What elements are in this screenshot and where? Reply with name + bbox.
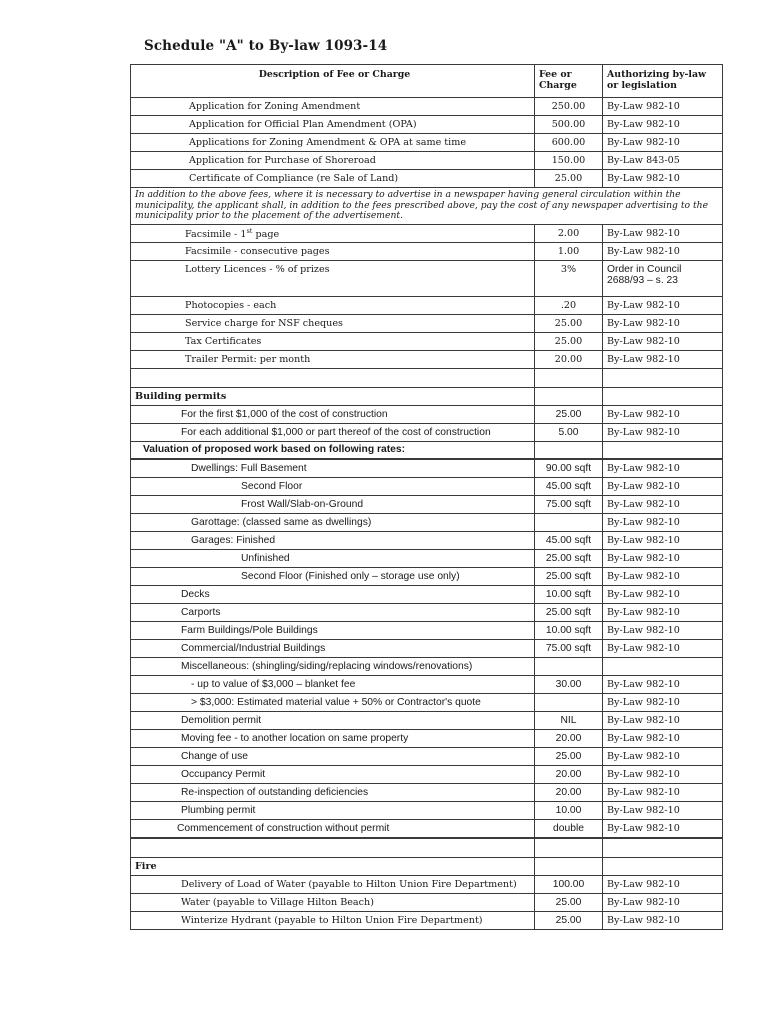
row-fee: 30.00 [535,676,603,694]
row-fee: 20.00 [535,784,603,802]
table-row [131,568,723,586]
table-row [131,314,723,332]
row-authority: By-Law 982-10 [603,332,723,350]
section-row [131,858,723,876]
row-fee: 25.00 [535,332,603,350]
row-fee: 150.00 [535,152,603,170]
row-fee: 2.00 [535,224,603,242]
row-fee: 25.00 [535,314,603,332]
table-row [131,640,723,658]
row-authority: By-Law 982-10 [603,170,723,188]
fire-table [130,838,723,930]
row-authority: By-Law 982-10 [603,802,723,820]
spacer-cell [535,387,603,405]
row-description: Decks [131,586,535,604]
row-description-tail: page [252,229,280,241]
table-row [131,350,723,368]
table-row [131,622,723,640]
row-authority: By-Law 982-10 [603,242,723,260]
row-authority: By-Law 982-10 [603,586,723,604]
row-description: Application for Zoning Amendment [131,98,535,116]
row-fee [535,694,603,712]
table-row [131,332,723,350]
header-authority [603,65,723,98]
table-row [131,712,723,730]
table-row [131,802,723,820]
row-authority: By-Law 982-10 [603,98,723,116]
table-row [131,152,723,170]
table-row [131,514,723,532]
row-fee: 45.00 sqft [535,532,603,550]
row-description: For each additional $1,000 or part thereof of the cost of construction [131,423,535,441]
row-fee: 25.00 [535,170,603,188]
row-fee: 600.00 [535,134,603,152]
row-description: Frost Wall/Slab-on-Ground [131,496,535,514]
table-row [131,260,723,296]
row-fee: NIL [535,712,603,730]
row-description: Tax Certificates [131,332,535,350]
row-authority: By-Law 982-10 [603,894,723,912]
row-authority: By-Law 982-10 [603,912,723,930]
table-row [131,730,723,748]
table-row [131,224,723,242]
row-authority: By-Law 982-10 [603,694,723,712]
row-fee: 5.00 [535,423,603,441]
header-fee-line2: Charge [539,80,577,91]
row-fee: 25.00 [535,405,603,423]
spacer-row [131,368,723,387]
row-fee: 20.00 [535,730,603,748]
table-header [131,65,723,98]
row-description: Occupancy Permit [131,766,535,784]
header-fee-line1: Fee or [539,69,572,80]
section-heading-building: Building permits [131,387,535,405]
table-row [131,116,723,134]
section-row [131,387,723,405]
advertising-note: In addition to the above fees, where it is necessary to advertise in a newspaper having general circulation within the municipality, the applicant shall, in addition to the fees prescribed above, pay the cost of any newspaper advertising to the municipality prior to the placement of the advertisement. [131,188,723,225]
row-authority: By-Law 982-10 [603,550,723,568]
spacer-cell [131,368,535,387]
table-row [131,912,723,930]
row-fee: 1.00 [535,242,603,260]
row-description: Commencement of construction without permit [131,820,535,838]
row-description: Second Floor (Finished only – storage use only) [131,568,535,586]
row-fee: 10.00 sqft [535,622,603,640]
row-authority: By-Law 982-10 [603,423,723,441]
row-authority: By-Law 982-10 [603,224,723,242]
row-description: Carports [131,604,535,622]
spacer-cell [535,441,603,459]
row-authority: By-Law 982-10 [603,748,723,766]
table-row [131,405,723,423]
row-description: Winterize Hydrant (payable to Hilton Union Fire Department) [131,912,535,930]
row-description: Lottery Licences - % of prizes [131,260,535,296]
row-authority: By-Law 982-10 [603,532,723,550]
header-auth-line2: or legislation [607,80,677,91]
row-fee: 45.00 sqft [535,478,603,496]
table-row [131,876,723,894]
section-heading-fire: Fire [131,858,535,876]
row-authority: By-Law 982-10 [603,730,723,748]
row-fee: 25.00 sqft [535,604,603,622]
table-row [131,784,723,802]
row-authority-line2: 2688/93 – s. 23 [607,274,678,286]
spacer-cell [131,839,535,858]
row-authority: By-Law 982-10 [603,676,723,694]
row-description: Water (payable to Village Hilton Beach) [131,894,535,912]
row-authority: By-Law 982-10 [603,622,723,640]
row-description: Commercial/Industrial Buildings [131,640,535,658]
table-row [131,604,723,622]
valuation-table [130,459,723,838]
table-row [131,694,723,712]
table-row [131,550,723,568]
header-fee [535,65,603,98]
row-description: Change of use [131,748,535,766]
fee-table [130,64,723,459]
row-description: Trailer Permit: per month [131,350,535,368]
row-description: Application for Purchase of Shoreroad [131,152,535,170]
row-authority: By-Law 982-10 [603,460,723,478]
section-row [131,441,723,459]
spacer-cell [603,858,723,876]
row-description: Garages: Finished [131,532,535,550]
table-row [131,658,723,676]
row-description [131,224,535,242]
row-fee [535,514,603,532]
row-authority: By-Law 982-10 [603,820,723,838]
row-authority: By-Law 982-10 [603,314,723,332]
header-auth-line1: Authorizing by-law [607,69,707,80]
spacer-cell [603,387,723,405]
row-description: Dwellings: Full Basement [131,460,535,478]
row-fee [535,658,603,676]
table-row [131,586,723,604]
row-fee: 100.00 [535,876,603,894]
row-authority: By-Law 982-10 [603,496,723,514]
spacer-cell [603,839,723,858]
row-authority: By-Law 982-10 [603,350,723,368]
row-description: For the first $1,000 of the cost of construction [131,405,535,423]
row-fee: 75.00 sqft [535,496,603,514]
row-description: Application for Official Plan Amendment (OPA) [131,116,535,134]
row-description: Unfinished [131,550,535,568]
row-description: Photocopies - each [131,296,535,314]
row-fee: 25.00 [535,894,603,912]
row-fee: 20.00 [535,350,603,368]
row-authority: By-Law 982-10 [603,604,723,622]
row-authority: By-Law 982-10 [603,640,723,658]
header-description: Description of Fee or Charge [131,65,535,98]
row-authority [603,260,723,296]
table-row [131,496,723,514]
table-row [131,748,723,766]
advertising-note-row [131,188,723,225]
row-authority: By-Law 982-10 [603,784,723,802]
row-description: Plumbing permit [131,802,535,820]
row-authority: By-Law 982-10 [603,766,723,784]
row-authority: By-Law 843-05 [603,152,723,170]
table-row [131,134,723,152]
row-fee: 25.00 sqft [535,568,603,586]
row-authority: By-Law 982-10 [603,514,723,532]
row-fee: 25.00 [535,748,603,766]
spacer-cell [535,858,603,876]
fee-schedule [130,64,722,926]
row-authority: By-Law 982-10 [603,134,723,152]
row-description-sup: st [246,226,253,235]
row-fee: 25.00 sqft [535,550,603,568]
row-fee: .20 [535,296,603,314]
row-fee: 20.00 [535,766,603,784]
spacer-cell [535,839,603,858]
row-fee: 10.00 sqft [535,586,603,604]
row-description: > $3,000: Estimated material value + 50% or Contractor's quote [131,694,535,712]
row-authority: By-Law 982-10 [603,405,723,423]
row-description: Moving fee - to another location on same property [131,730,535,748]
table-row [131,478,723,496]
row-authority: By-Law 982-10 [603,568,723,586]
table-row [131,98,723,116]
row-description: Certificate of Compliance (re Sale of Land) [131,170,535,188]
row-description: Service charge for NSF cheques [131,314,535,332]
table-row [131,242,723,260]
row-fee: double [535,820,603,838]
row-description: - up to value of $3,000 – blanket fee [131,676,535,694]
row-description: Delivery of Load of Water (payable to Hilton Union Fire Department) [131,876,535,894]
table-row [131,820,723,838]
table-row [131,676,723,694]
spacer-cell [535,368,603,387]
row-description: Demolition permit [131,712,535,730]
row-fee: 500.00 [535,116,603,134]
row-authority: By-Law 982-10 [603,116,723,134]
row-description: Applications for Zoning Amendment & OPA at same time [131,134,535,152]
row-fee: 10.00 [535,802,603,820]
row-fee: 75.00 sqft [535,640,603,658]
row-fee: 90.00 sqft [535,460,603,478]
row-description: Miscellaneous: (shingling/siding/replacing windows/renovations) [131,658,535,676]
row-description-text: Facsimile - 1 [185,229,247,241]
table-row [131,894,723,912]
row-authority: By-Law 982-10 [603,712,723,730]
row-fee: 3% [535,260,603,296]
table-row [131,532,723,550]
row-authority: By-Law 982-10 [603,296,723,314]
row-description: Second Floor [131,478,535,496]
spacer-cell [603,368,723,387]
table-row [131,296,723,314]
spacer-row [131,839,723,858]
row-fee: 250.00 [535,98,603,116]
row-description: Farm Buildings/Pole Buildings [131,622,535,640]
row-authority: By-Law 982-10 [603,876,723,894]
row-fee: 25.00 [535,912,603,930]
table-row [131,766,723,784]
page-title: Schedule "A" to By-law 1093-14 [144,38,388,54]
row-authority [603,658,723,676]
row-description: Facsimile - consecutive pages [131,242,535,260]
row-description: Re-inspection of outstanding deficiencies [131,784,535,802]
table-row [131,170,723,188]
row-authority: By-Law 982-10 [603,478,723,496]
section-heading-valuation: Valuation of proposed work based on following rates: [131,441,535,459]
table-row [131,423,723,441]
row-authority-line1: Order in Council [607,263,682,275]
spacer-cell [603,441,723,459]
row-description: Garottage: (classed same as dwellings) [131,514,535,532]
table-row [131,460,723,478]
